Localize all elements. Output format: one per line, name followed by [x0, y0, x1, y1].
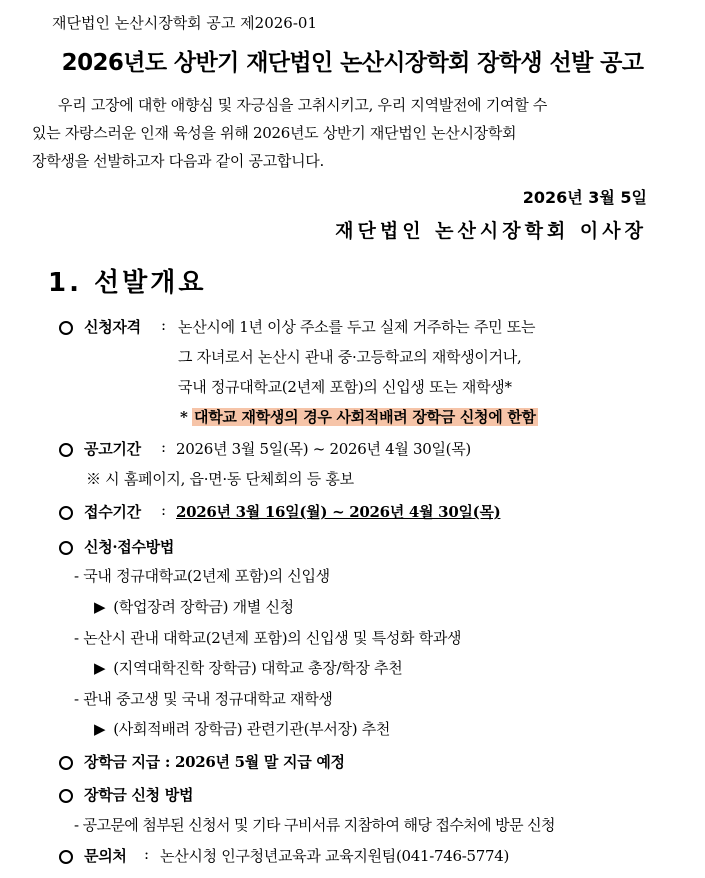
intro-line-1: 우리 고장에 대한 애향심 및 자긍심을 고취시키고, 우리 지역발전에 기여할 수	[58, 96, 548, 114]
contact-sep: :	[144, 845, 149, 863]
intro-line-3: 장학생을 선발하고자 다음과 같이 공고합니다.	[32, 152, 324, 170]
triangle-right-icon: ▶	[94, 659, 106, 677]
section-heading: 1. 선발개요	[48, 268, 207, 298]
eligibility-line-2: 그 자녀로서 논산시 관내 중·고등학교의 재학생이거나,	[178, 348, 522, 366]
payment-row: 장학금 지급 : 2026년 5월 말 지급 예정	[84, 753, 345, 771]
circle-bullet-icon	[59, 850, 73, 864]
intro-line-2: 있는 자랑스러운 인재 육성을 위해 2026년도 상반기 재단법인 논산시장학회	[32, 124, 517, 142]
reception-period-value: 2026년 3월 16일(월) ~ 2026년 4월 30일(목)	[176, 503, 501, 521]
eligibility-label: 신청자격	[84, 318, 141, 336]
method-detail-2: ▶ (지역대학진학 장학금) 대학교 총장/학장 추천	[94, 659, 403, 677]
contact-label: 문의처	[84, 847, 127, 865]
eligibility-line-3: 국내 정규대학교(2년제 포함)의 신입생 또는 재학생*	[178, 378, 512, 396]
eligibility-note-highlight: 대학교 재학생의 경우 사회적배려 장학금 신청에 한함	[194, 408, 536, 426]
triangle-right-icon: ▶	[94, 720, 106, 738]
method-item-3: - 관내 중고생 및 국내 정규대학교 재학생	[74, 690, 333, 708]
method-item-2: - 논산시 관내 대학교(2년제 포함)의 신입생 및 특성화 학과생	[74, 629, 462, 647]
method-detail-1: ▶ (학업장려 장학금) 개별 신청	[94, 598, 294, 616]
circle-bullet-icon	[59, 789, 73, 803]
how-to-apply-label: 장학금 신청 방법	[84, 786, 194, 804]
notice-period-note: ※ 시 홈페이지, 읍·면·동 단체회의 등 홍보	[86, 470, 354, 488]
method-item-1: - 국내 정규대학교(2년제 포함)의 신입생	[74, 567, 330, 585]
circle-bullet-icon	[59, 506, 73, 520]
eligibility-note: * 대학교 재학생의 경우 사회적배려 장학금 신청에 한함	[180, 408, 536, 426]
page-title: 2026년도 상반기 재단법인 논산시장학회 장학생 선발 공고	[61, 50, 644, 76]
circle-bullet-icon	[59, 443, 73, 457]
eligibility-line-1: 논산시에 1년 이상 주소를 두고 실제 거주하는 주민 또는	[178, 318, 536, 336]
triangle-right-icon: ▶	[94, 598, 106, 616]
reception-period-sep: :	[161, 501, 166, 519]
circle-bullet-icon	[59, 756, 73, 770]
notice-period-value: 2026년 3월 5일(목) ~ 2026년 4월 30일(목)	[176, 440, 471, 458]
notice-date: 2026년 3월 5일	[522, 188, 647, 207]
method-detail-3: ▶ (사회적배려 장학금) 관련기관(부서장) 추천	[94, 720, 391, 738]
eligibility-sep: :	[161, 316, 166, 334]
notice-period-sep: :	[161, 438, 166, 456]
org-signature: 재단법인 논산시장학회 이사장	[335, 220, 647, 242]
notice-number: 재단법인 논산시장학회 공고 제2026-01	[52, 14, 318, 32]
circle-bullet-icon	[59, 541, 73, 555]
notice-period-label: 공고기간	[84, 440, 141, 458]
circle-bullet-icon	[59, 321, 73, 335]
how-to-apply-detail: - 공고문에 첨부된 신청서 및 기타 구비서류 지참하여 해당 접수처에 방문 신청	[74, 816, 555, 834]
contact-value: 논산시청 인구청년교육과 교육지원팀(041-746-5774)	[160, 847, 510, 865]
reception-period-label: 접수기간	[84, 503, 141, 521]
application-method-label: 신청·접수방법	[84, 538, 175, 556]
